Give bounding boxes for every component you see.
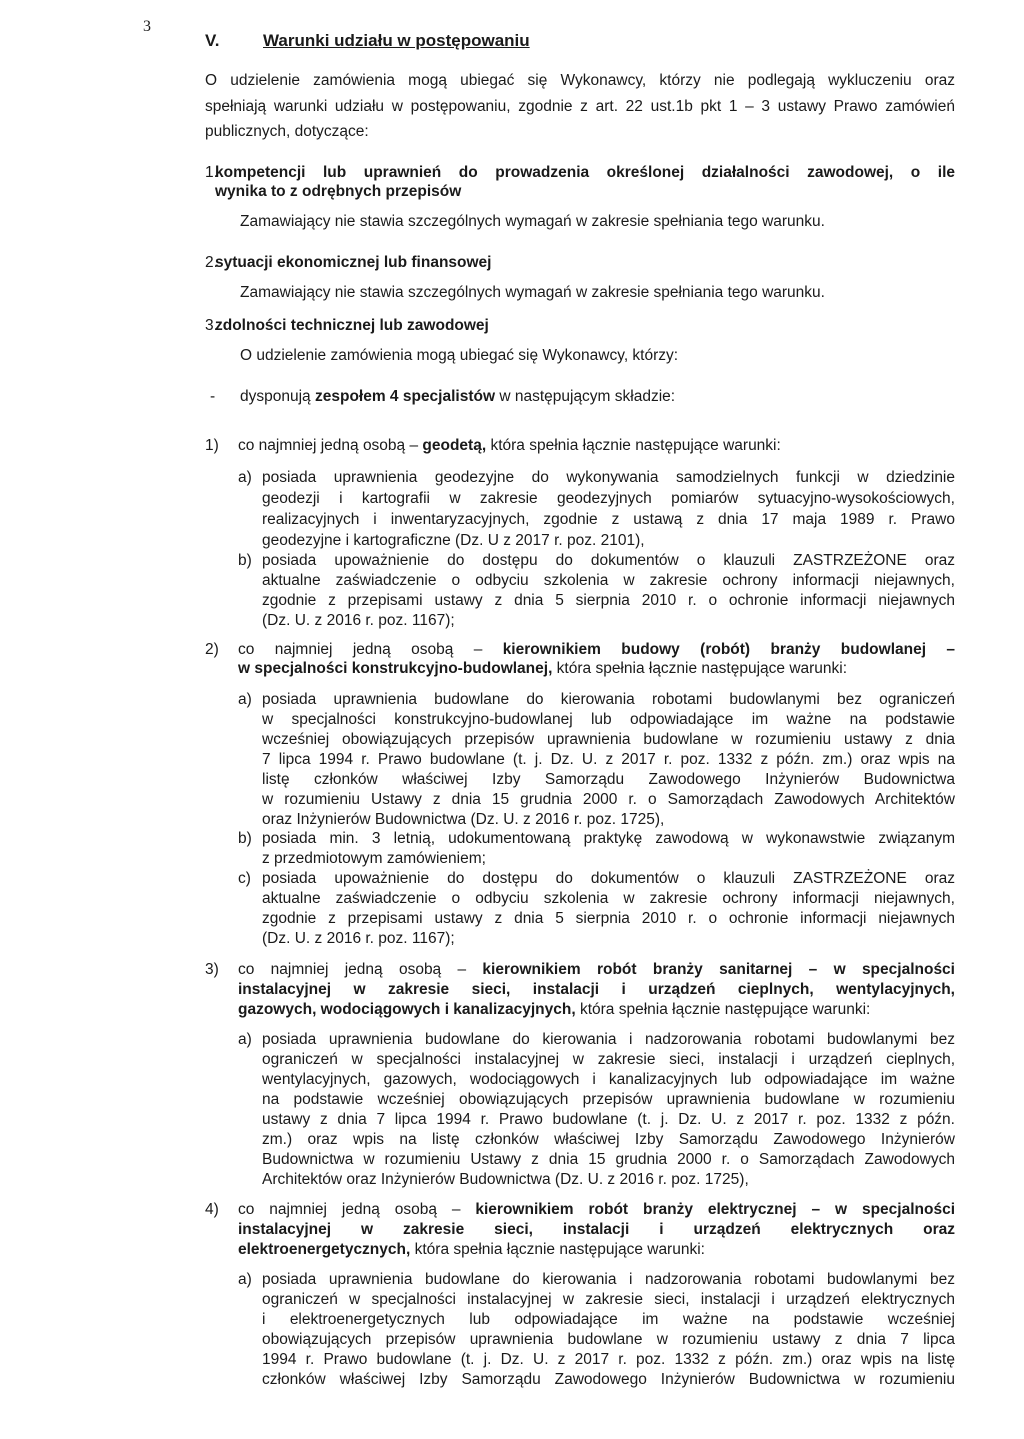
person-2-a-line: oraz Inżynierów Budownictwa (Dz. U. z 2016 r. poz. 1725), — [262, 811, 665, 828]
person-1-post: która spełnia łącznie następujące warunki: — [486, 437, 781, 454]
person-4-a-label: a) — [238, 1271, 252, 1288]
person-1-b-line: posiada upoważnienie do dostępu do dokumentów o klauzuli ZASTRZEŻONE oraz — [262, 552, 955, 569]
person-3-a-line: wentylacyjnych, gazowych, wodociągowych i kanalizacyjnych lub odpowiadające im ważne — [262, 1071, 955, 1088]
person-4-heading: instalacyjnej w zakresie sieci, instalacji i urządzeń elektrycznych oraz — [238, 1221, 955, 1238]
person-4-number: 4) — [205, 1201, 219, 1218]
person-4-bold: kierownikiem robót branży elektrycznej – w specjalności — [475, 1201, 955, 1218]
intro-line: O udzielenie zamówienia mogą ubiegać się Wykonawcy, którzy nie podlegają wykluczeniu oraz — [205, 72, 955, 89]
person-1-b-label: b) — [238, 552, 252, 569]
person-2-b-label: b) — [238, 830, 252, 847]
person-2-heading — [238, 640, 955, 659]
person-3-a-label: a) — [238, 1031, 252, 1048]
team-line-post: w następującym składzie: — [495, 388, 676, 405]
person-2-a-line: posiada uprawnienia budowlane do kierowania robotami budowlanymi bez ograniczeń — [262, 691, 955, 708]
condition-2-title: sytuacji ekonomicznej lub finansowej — [215, 254, 492, 271]
person-2-a-line: w rozumieniu Ustawy z dnia 15 grudnia 2000 r. o Samorządach Zawodowych Architektów — [262, 791, 955, 808]
person-4-pre: co najmniej jedną osobą – — [238, 1201, 476, 1218]
condition-3-title: zdolności technicznej lub zawodowej — [215, 317, 489, 334]
person-4-a-line: posiada uprawnienia budowlane do kierowania i nadzorowania robotami budowlanymi bez — [262, 1271, 955, 1288]
person-2-c-line: posiada upoważnienie do dostępu do dokumentów o klauzuli ZASTRZEŻONE oraz — [262, 870, 955, 887]
person-4-bold: elektroenergetycznych, — [238, 1241, 411, 1258]
person-2-bold: kierownikiem budowy (robót) branży budowlanej – — [502, 641, 955, 658]
person-1-a-line: posiada uprawnienia geodezyjne do wykonywania samodzielnych funkcji w dziedzinie — [262, 469, 955, 486]
person-1-bold: geodetą, — [422, 437, 487, 454]
person-2-number: 2) — [205, 641, 219, 658]
person-2-bold: w specjalności konstrukcyjno-budowlanej, — [238, 660, 553, 677]
person-3-a-line: ograniczeń w specjalności instalacyjnej w zakresie sieci, instalacji i urządzeń cieplnych, — [262, 1051, 955, 1068]
person-1-number: 1) — [205, 437, 219, 454]
condition-1-number: 1. — [205, 164, 218, 181]
person-3-a-line: Architektów oraz Inżynierów Budownictwa (Dz. U. z 2016 r. poz. 1725), — [262, 1171, 749, 1188]
condition-3-intro: O udzielenie zamówienia mogą ubiegać się Wykonawcy, którzy: — [240, 347, 679, 364]
intro-line: publicznych, dotyczące: — [205, 123, 369, 140]
person-1-a-label: a) — [238, 469, 252, 486]
person-3-bold: kierownikiem robót branży sanitarnej – w specjalności — [482, 961, 955, 978]
person-1-pre: co najmniej jedną osobą – — [238, 437, 423, 454]
person-2-b-line: z przedmiotowym zamówieniem; — [262, 850, 486, 867]
condition-3-number: 3. — [205, 317, 218, 334]
person-2-b-line: posiada min. 3 letnią, udokumentowaną praktykę zawodową w wykonawstwie związanym — [262, 830, 955, 847]
person-3-heading — [238, 1000, 955, 1019]
person-2-a-line: 7 lipca 1994 r. Prawo budowlane (t. j. Dz. U. z 2017 r. poz. 1332 z późn. zm.) oraz wpis na — [262, 751, 955, 768]
person-2-c-line: aktualne zaświadczenie o odbyciu szkolenia w zakresie ochrony informacji niejawnych, — [262, 890, 955, 907]
condition-2-number: 2. — [205, 254, 218, 271]
person-3-pre: co najmniej jedną osobą – — [238, 961, 483, 978]
condition-2-text: Zamawiający nie stawia szczególnych wymagań w zakresie spełniania tego warunku. — [240, 284, 825, 301]
person-1-a-line: geodezji i kartografii w zakresie geodezyjnych pomiarów sytuacyjno-wysokościowych, — [262, 490, 955, 507]
team-line-bold: zespołem 4 specjalistów — [314, 388, 496, 405]
person-3-post: która spełnia łącznie następujące warunki: — [575, 1001, 871, 1018]
person-4-a-line: i elektroenergetycznych lub odpowiadające im ważne na podstawie wcześniej — [262, 1311, 955, 1328]
person-1-b-line: zgodnie z przepisami ustawy z dnia 5 sierpnia 2010 r. o ochronie informacji niejawnych — [262, 592, 955, 609]
person-2-a-line: wcześniej obowiązujących przepisów uprawnienia budowlane w rozumieniu ustawy z dnia — [262, 731, 955, 748]
section-number: V. — [205, 31, 220, 50]
person-3-a-line: na podstawie wcześniej obowiązujących przepisów uprawnienia budowlane w rozumieniu — [262, 1091, 955, 1108]
person-2-c-label: c) — [238, 870, 251, 887]
condition-1-title: wynika to z odrębnych przepisów — [215, 183, 462, 200]
person-3-heading: instalacyjnej w zakresie sieci, instalacji i urządzeń cieplnych, wentylacyjnych, — [238, 981, 955, 998]
person-2-c-line: (Dz. U. z 2016 r. poz. 1167); — [262, 930, 455, 947]
person-2-pre: co najmniej jedną osobą – — [238, 641, 503, 658]
person-2-a-line: listę członków właściwej Izby Samorządu Zawodowego Inżynierów Budownictwa — [262, 771, 955, 788]
person-2-a-line: w specjalności konstrukcyjno-budowlanej lub odpowiadające im ważne na podstawie — [262, 711, 955, 728]
team-line-pre: dysponują — [240, 388, 315, 405]
person-4-heading — [238, 1240, 955, 1259]
person-2-c-line: zgodnie z przepisami ustawy z dnia 5 sierpnia 2010 r. o ochronie informacji niejawnych — [262, 910, 955, 927]
person-4-heading — [238, 1200, 955, 1219]
person-1-b-line: (Dz. U. z 2016 r. poz. 1167); — [262, 612, 455, 629]
section-title: Warunki udziału w postępowaniu — [263, 31, 530, 50]
person-3-a-line: posiada uprawnienia budowlane do kierowania i nadzorowania robotami budowlanymi bez — [262, 1031, 955, 1048]
person-4-a-line: 1994 r. Prawo budowlane (t. j. Dz. U. z 2017 r. poz. 1332 z późn. zm.) oraz wpis na listę — [262, 1351, 955, 1368]
condition-1-title: kompetencji lub uprawnień do prowadzenia określonej działalności zawodowej, o ile — [215, 164, 955, 181]
section-heading — [205, 31, 530, 51]
person-3-a-line: zm.) oraz wpis na listę członków właściwej Izby Samorządu Zawodowego Inżynierów — [262, 1131, 955, 1148]
person-2-heading — [238, 659, 955, 678]
intro-line: spełniają warunki udziału w postępowaniu, zgodnie z art. 22 ust.1b pkt 1 – 3 ustawy Prawo zamówień — [205, 98, 955, 115]
person-2-post: która spełnia łącznie następujące warunki: — [552, 660, 848, 677]
person-4-a-line: obowiązujących przepisów uprawnienia budowlane w rozumieniu ustawy z dnia 7 lipca — [262, 1331, 955, 1348]
person-3-heading — [238, 960, 955, 979]
dash-bullet: - — [210, 388, 216, 405]
person-3-a-line: ustawy z dnia 7 lipca 1994 r. Prawo budowlane (t. j. Dz. U. z 2017 r. poz. 1332 z późn. — [262, 1111, 955, 1128]
person-4-a-line: ograniczeń w specjalności instalacyjnej w zakresie sieci, instalacji i urządzeń elektrycznych — [262, 1291, 955, 1308]
team-line — [240, 387, 955, 406]
person-1-heading — [238, 436, 955, 455]
person-1-a-line: geodezyjne i kartograficzne (Dz. U z 2017 r. poz. 2101), — [262, 532, 645, 549]
person-4-post: która spełnia łącznie następujące warunki: — [410, 1241, 705, 1258]
person-2-a-label: a) — [238, 691, 252, 708]
person-1-b-line: aktualne zaświadczenie o odbyciu szkolenia w zakresie ochrony informacji niejawnych, — [262, 572, 955, 589]
person-3-bold: gazowych, wodociągowych i kanalizacyjnych, — [238, 1001, 576, 1018]
person-3-a-line: Budownictwa w rozumieniu Ustawy z dnia 15 grudnia 2000 r. o Samorządach Zawodowych — [262, 1151, 955, 1168]
person-3-number: 3) — [205, 961, 219, 978]
person-4-a-line: członków właściwej Izby Samorządu Zawodowego Inżynierów Budownictwa w rozumieniu — [262, 1371, 955, 1388]
condition-1-text: Zamawiający nie stawia szczególnych wymagań w zakresie spełniania tego warunku. — [240, 213, 825, 230]
person-1-a-line: realizacyjnych i inwentaryzacyjnych, zgodnie z ustawą z dnia 17 maja 1989 r. Prawo — [262, 511, 955, 528]
page-number: 3 — [143, 18, 151, 35]
